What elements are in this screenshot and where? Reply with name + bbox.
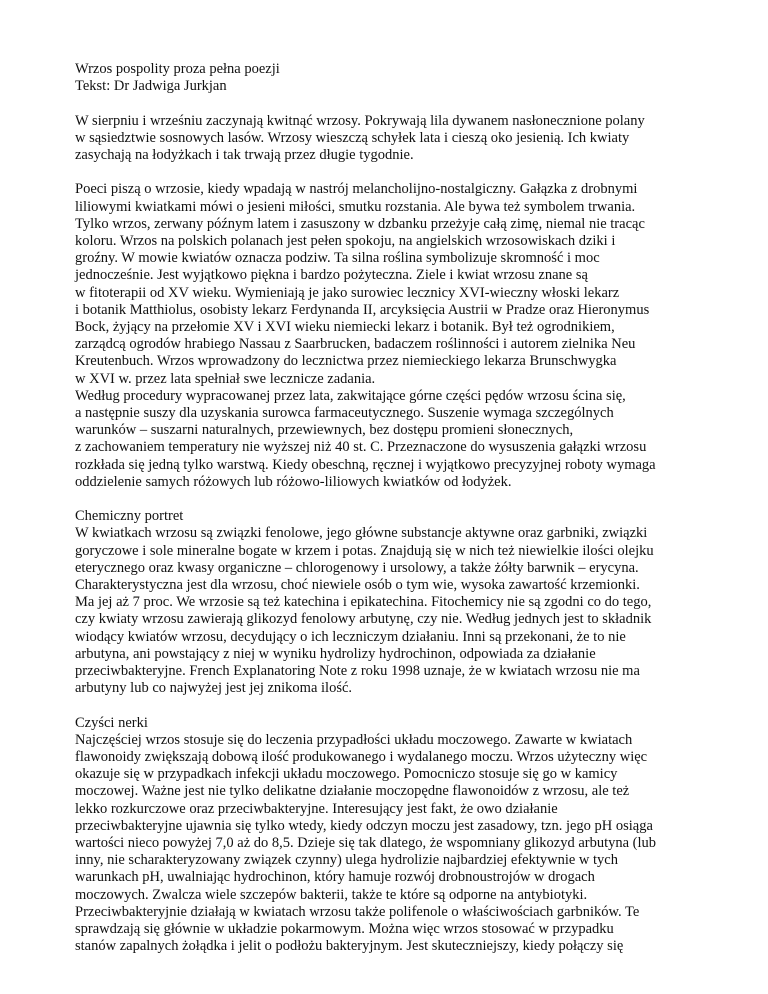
text-line: stanów zapalnych żołądka i jelit o podłożu bakteryjnym. Jest skuteczniejszy, kiedy połączy się (75, 938, 624, 955)
document-title: Wrzos pospolity proza pełna poezji (75, 61, 280, 77)
text-line: Kreutenbuch. Wrzos wprowadzony do lecznictwa przez niemieckiego lekarza Brunschwygka (75, 353, 617, 370)
text-line: warunków – suszarni naturalnych, przewiewnych, bez dostępu promieni słonecznych, (75, 422, 574, 439)
text-line: sprawdzają się głównie w układzie pokarmowym. Można więc wrzos stosować w przypadku (75, 921, 614, 938)
text-line: Charakterystyczna jest dla wrzosu, choć niewiele osób o tym wie, wysoka zawartość krzemionki. (75, 577, 640, 594)
text-line: Chemiczny portret (75, 508, 184, 525)
text-line: z zachowaniem temperatury nie wyższej niż 40 st. C. Przeznaczone do wysuszenia gałązki wrzosu (75, 439, 647, 456)
paragraph (75, 508, 735, 697)
document-author: Tekst: Dr Jadwiga Jurkjan (75, 78, 227, 95)
text-line: flawonoidy zwiększają dobową ilość produkowanego i wydalanego moczu. Wrzos użyteczny więc (75, 749, 648, 766)
text-line: okazuje się w przypadkach infekcji układu moczowego. Pomocniczo stosuje się go w kamicy (75, 766, 618, 783)
text-line: wiodący kwiatów wrzosu, decydujący o ich leczniczym działaniu. Inni są przekonani, że to nie (75, 628, 626, 645)
text-line: przeciwbakteryjne ujawnia się tylko wtedy, kiedy odczyn moczu jest zasadowy, tzn. jego pH osiąga (75, 817, 653, 834)
text-line: lekko rozkurczowe oraz przeciwbakteryjne. Interesujący jest fakt, że owo działanie (75, 800, 558, 817)
text-line: w XVI w. przez lata spełniał swe lecznicze zadania. (75, 370, 376, 387)
text-line: Tylko wrzos, zerwany późnym latem i zasuszony w dzbanku przeżyje całą zimę, niemal nie tracąc (75, 215, 645, 232)
text-line: Przeciwbakteryjnie działają w kwiatach wrzosu także polifenole o właściwościach garbników. Te (75, 903, 640, 920)
text-line: a następnie suszy dla uzyskania surowca farmaceutycznego. Suszenie wymaga szczególnych (75, 405, 614, 422)
text-line: goryczowe i sole mineralne bogate w krzem i potas. Znajdują się w nich też niewielkie ilości olejku (75, 542, 654, 559)
text-line: oddzielenie samych różowych lub różowo-liliowych kwiatków od łodyżek. (75, 473, 512, 490)
text-line: Poeci piszą o wrzosie, kiedy wpadają w nastrój melancholijno-nostalgiczny. Gałązka z drobnymi (75, 181, 638, 198)
text-line: zasychają na łodyżkach i tak trwają przez długie tygodnie. (75, 147, 414, 163)
text-line: i botanik Matthiolus, osobisty lekarz Ferdynanda II, arcyksięcia Austrii w Pradze oraz Hieronymus (75, 301, 650, 318)
text-line: arbutyna, ani powstający z niej w wyniku hydrolizy hydrochinon, odpowiada za działanie (75, 645, 596, 662)
text-line: Według procedury wypracowanej przez lata, zakwitające górne części pędów wrzosu ścina się, (75, 387, 626, 404)
text-line: arbutyny lub co najwyżej jest jej znikoma ilość. (75, 680, 353, 697)
text-line: Czyści nerki (75, 714, 148, 731)
text-line: koloru. Wrzos na polskich polanach jest pełen spokoju, na angielskich wrzosowiskach dziki i (75, 233, 616, 249)
text-line: w fitoterapii od XV wieku. Wymieniają je jako surowiec lecznicy XVI-wieczny włoski lekarz (75, 284, 620, 301)
document-page (75, 61, 735, 973)
text-line: Najczęściej wrzos stosuje się do leczenia przypadłości układu moczowego. Zawarte w kwiatach (75, 731, 633, 748)
paragraph (75, 181, 735, 491)
text-line: W kwiatkach wrzosu są związki fenolowe, jego główne substancje aktywne oraz garbniki, związki (75, 525, 648, 542)
text-line: moczowych. Zwalcza wiele szczepów bakterii, także te które są odporne na antybiotyki. (75, 886, 588, 903)
document-body (75, 113, 735, 956)
paragraph (75, 113, 735, 165)
text-line: Ma jej aż 7 proc. We wrzosie są też katechina i epikatechina. Fitochemicy nie są zgodni co do tego, (75, 594, 652, 611)
text-line: przeciwbakteryjne. French Explanatoring Note z roku 1998 uznaje, że w kwiatach wrzosu nie ma (75, 663, 640, 680)
text-line: jednocześnie. Jest wyjątkowo piękna i bardzo pożyteczna. Ziele i kwiat wrzosu znane są (75, 267, 588, 284)
text-line: Bock, żyjący na przełomie XV i XVI wieku niemiecki lekarz i botanik. Był też ogrodnikiem, (75, 319, 615, 336)
text-line: liliowymi kwiatkami mówi o jesieni miłości, smutku rozstania. Ale bywa też symbolem trwania. (75, 198, 636, 215)
paragraph (75, 715, 735, 956)
text-line: wartości nieco powyżej 7,0 aż do 8,5. Dzieje się tak dlatego, że wspomniany glikozyd arbutyna (lub (75, 835, 657, 852)
text-line: zarządcą ogrodów hrabiego Nassau z Saarbrucken, badaczem roślinności i autorem zielnika Neu (75, 336, 636, 353)
document-heading (75, 61, 735, 95)
text-line: moczowej. Ważne jest nie tylko delikatne działanie moczopędne flawonoidów z wrzosu, ale też (75, 783, 630, 800)
text-line: inny, nie scharakteryzowany związek czynny) ulega hydrolizie najbardziej efektywnie w tych (75, 852, 618, 869)
text-line: W sierpniu i wrześniu zaczynają kwitnąć wrzosy. Pokrywają lila dywanem nasłonecznione polany (75, 112, 645, 129)
text-line: warunkach pH, uwalniając hydrochinon, który hamuje rozwój drobnoustrojów w drogach (75, 869, 595, 886)
text-line: rozkłada się jedną tylko warstwą. Kiedy obeschną, ręcznej i wyjątkowo precyzyjnej roboty wymaga (75, 456, 656, 473)
text-line: czy kwiaty wrzosu zawierają glikozyd fenolowy arbutynę, czy nie. Według jednych jest to składnik (75, 611, 652, 628)
text-line: eterycznego oraz kwasy organiczne – chlorogenowy i ursolowy, a także żółty barwnik – erycyna. (75, 559, 639, 576)
text-line: w sąsiedztwie sosnowych lasów. Wrzosy wieszczą schyłek lata i cieszą oko jesienią. Ich kwiaty (75, 129, 630, 146)
text-line: groźny. W mowie kwiatów oznacza podziw. Ta silna roślina symbolizuje skromność i moc (75, 250, 600, 267)
